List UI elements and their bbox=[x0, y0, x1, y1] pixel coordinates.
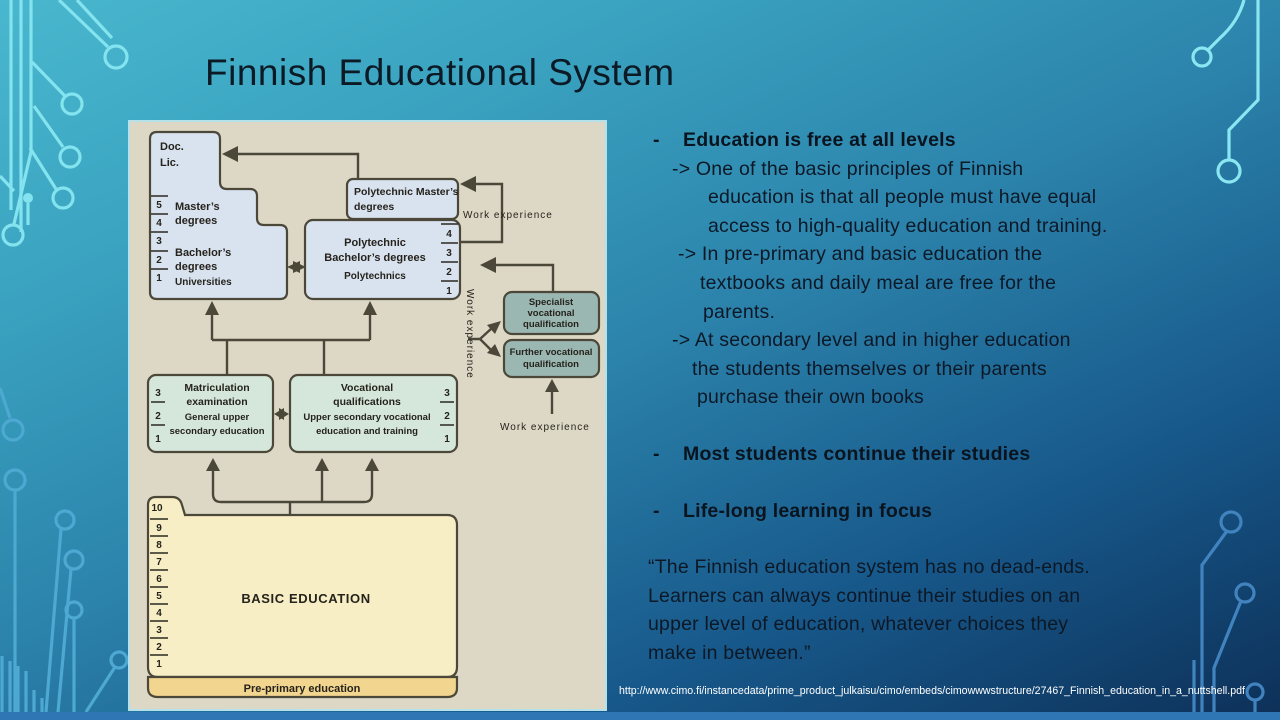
svg-text:3: 3 bbox=[156, 625, 162, 636]
work-experience-label-top: Work experience bbox=[463, 210, 553, 221]
svg-text:degrees: degrees bbox=[354, 201, 395, 213]
svg-text:5: 5 bbox=[156, 591, 162, 602]
universities-box bbox=[150, 132, 287, 299]
svg-text:4: 4 bbox=[156, 218, 162, 229]
svg-text:2: 2 bbox=[155, 411, 161, 422]
sub-line: access to high-quality education and training. bbox=[708, 214, 1108, 237]
svg-text:8: 8 bbox=[156, 540, 162, 551]
polytechnic-box bbox=[305, 220, 460, 299]
svg-text:degrees: degrees bbox=[175, 261, 218, 273]
svg-text:2: 2 bbox=[444, 411, 450, 422]
svg-text:Universities: Universities bbox=[175, 277, 232, 288]
sub-line: -> At secondary level and in higher education bbox=[672, 329, 1071, 352]
source-url: http://www.cimo.fi/instancedata/prime_product_julkaisu/cimo/embeds/cimowwwstructure/27467_Finnish_education_in_a_nuttshell.pdf bbox=[619, 685, 1245, 697]
svg-text:1: 1 bbox=[156, 659, 162, 670]
svg-text:3: 3 bbox=[446, 248, 452, 259]
svg-text:Polytechnic Master’s: Polytechnic Master’s bbox=[354, 186, 459, 198]
work-experience-label-bottom: Work experience bbox=[500, 422, 590, 433]
dash-marker: - bbox=[653, 499, 660, 522]
svg-text:4: 4 bbox=[446, 229, 452, 240]
svg-text:1: 1 bbox=[155, 434, 161, 445]
vocational-box bbox=[290, 375, 457, 452]
svg-text:Matriculation: Matriculation bbox=[184, 382, 250, 394]
svg-text:vocational: vocational bbox=[527, 308, 575, 319]
svg-text:2: 2 bbox=[156, 255, 162, 266]
svg-text:Bachelor’s degrees: Bachelor’s degrees bbox=[324, 252, 426, 264]
specialist-vocational-box bbox=[504, 292, 599, 334]
svg-text:9: 9 bbox=[156, 523, 162, 534]
basic-education-box bbox=[148, 497, 457, 677]
svg-text:6: 6 bbox=[156, 574, 162, 585]
work-experience-label-vertical: Work experience bbox=[464, 289, 475, 379]
svg-text:Upper secondary vocational: Upper secondary vocational bbox=[303, 412, 431, 423]
bullet-line: - Most students continue their studies bbox=[646, 440, 1206, 469]
sub-line: education is that all people must have equal bbox=[708, 186, 1097, 209]
quote-line: “The Finnish education system has no dead-ends. bbox=[648, 556, 1090, 579]
svg-text:qualifications: qualifications bbox=[333, 396, 401, 408]
matriculation-box bbox=[148, 375, 273, 452]
svg-text:1: 1 bbox=[446, 286, 452, 297]
svg-text:3: 3 bbox=[156, 236, 162, 247]
svg-text:degrees: degrees bbox=[175, 215, 218, 227]
svg-text:3: 3 bbox=[155, 388, 161, 399]
svg-text:4: 4 bbox=[156, 608, 162, 619]
sub-line: textbooks and daily meal are free for the bbox=[700, 271, 1057, 294]
svg-text:7: 7 bbox=[156, 557, 162, 568]
svg-text:qualification: qualification bbox=[523, 359, 579, 370]
sub-line: the students themselves or their parents bbox=[692, 357, 1047, 380]
svg-text:Further vocational: Further vocational bbox=[509, 347, 593, 358]
sub-line: purchase their own books bbox=[697, 386, 925, 409]
sub-line: -> In pre-primary and basic education the bbox=[678, 243, 1043, 266]
svg-text:2: 2 bbox=[446, 267, 452, 278]
education-system-diagram bbox=[128, 120, 607, 711]
svg-text:BASIC EDUCATION: BASIC EDUCATION bbox=[241, 591, 371, 606]
further-vocational-box bbox=[504, 340, 599, 377]
svg-text:Pre-primary education: Pre-primary education bbox=[243, 683, 361, 695]
svg-text:1: 1 bbox=[156, 273, 162, 284]
svg-text:General upper: General upper bbox=[184, 412, 250, 423]
bullet-line: - Education is free at all levels bbox=[646, 126, 1206, 155]
svg-text:Bachelor’s: Bachelor’s bbox=[175, 247, 232, 259]
svg-text:Polytechnics: Polytechnics bbox=[344, 271, 406, 282]
quote-line: Learners can always continue their studies on an bbox=[648, 584, 1081, 607]
sub-line: parents. bbox=[703, 300, 776, 323]
svg-text:secondary education: secondary education bbox=[169, 426, 265, 437]
svg-text:Polytechnic: Polytechnic bbox=[344, 237, 406, 249]
svg-text:5: 5 bbox=[156, 200, 162, 211]
svg-text:Lic.: Lic. bbox=[160, 157, 179, 169]
svg-text:Master’s: Master’s bbox=[175, 201, 220, 213]
pre-primary-box bbox=[148, 677, 457, 697]
quote-line: make in between.” bbox=[648, 641, 811, 664]
dash-marker: - bbox=[653, 442, 660, 465]
svg-text:10: 10 bbox=[151, 503, 163, 514]
svg-text:education and training: education and training bbox=[316, 426, 418, 437]
dash-marker: - bbox=[653, 129, 660, 151]
svg-text:Doc.: Doc. bbox=[160, 141, 184, 153]
svg-text:1: 1 bbox=[444, 434, 450, 445]
svg-text:examination: examination bbox=[186, 396, 248, 408]
bottom-accent-bar bbox=[0, 712, 1280, 720]
polytechnic-masters-box bbox=[347, 179, 459, 219]
slide-title: Finnish Educational System bbox=[205, 52, 675, 93]
svg-text:3: 3 bbox=[444, 388, 450, 399]
svg-text:qualification: qualification bbox=[523, 319, 579, 330]
quote-line: upper level of education, whatever choices they bbox=[648, 613, 1069, 636]
slide-body-text bbox=[646, 126, 1206, 668]
svg-text:2: 2 bbox=[156, 642, 162, 653]
bullet-line: - Life-long learning in focus bbox=[646, 497, 1206, 526]
sub-line: -> One of the basic principles of Finnish bbox=[672, 157, 1024, 180]
svg-text:Specialist: Specialist bbox=[528, 297, 574, 308]
svg-text:Vocational: Vocational bbox=[340, 382, 394, 394]
